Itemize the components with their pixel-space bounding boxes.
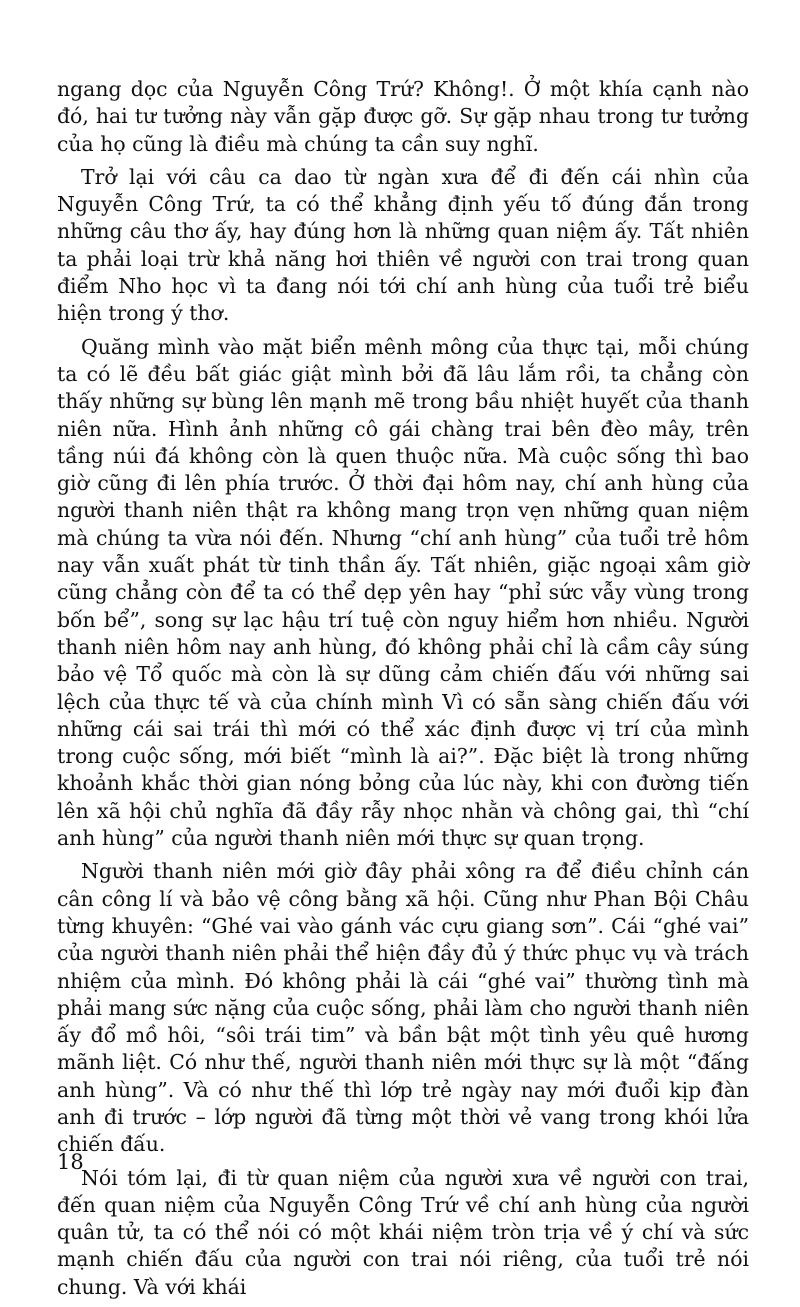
paragraph-continued: ngang dọc của Nguyễn Công Trứ? Không!. Ở một khía cạnh nào đó, hai tư tưởng này vẫn gặp được gỡ. Sự gặp nhau trong tư tưởng của họ cũng là điều mà chúng ta cần suy nghĩ.: [57, 77, 749, 156]
body-text: [57, 76, 749, 1307]
paragraph: Trở lại với câu ca dao từ ngàn xưa để đi đến cái nhìn của Nguyễn Công Trứ, ta có thể khẳng định yếu tố đúng đắn trong những câu thơ ấy, hay đúng hơn là những quan niệm ấy. Tất nhiên ta phải loại trừ khả năng hơi thiên về người con trai trong quan điểm Nho học vì ta đang nói tới chí anh hùng của tuổi trẻ biểu hiện trong ý thơ.: [57, 164, 749, 326]
paragraph: Người thanh niên mới giờ đây phải xông ra để điều chỉnh cán cân công lí và bảo vệ công bằng xã hội. Cũng như Phan Bội Châu từng khuyên: “Ghé vai vào gánh vác cựu giang sơn”. Cái “ghé vai” của người thanh niên phải thể hiện đầy đủ ý thức phục vụ và trách nhiệm của mình. Đó không phải là cái “ghé vai” thường tình mà phải mang sức nặng của cuộc sống, phải làm cho người thanh niên ấy đổ mồ hôi, “sôi trái tim” và bần bật một tình yêu quê hương mãnh liệt. Có như thế, người thanh niên mới thực sự là một “đấng anh hùng”. Và có như thế thì lớp trẻ ngày nay mới đuổi kịp đàn anh đi trước – lớp người đã từng một thời vẻ vang trong khói lửa chiến đấu.: [57, 859, 749, 1157]
paragraph: Quăng mình vào mặt biển mênh mông của thực tại, mỗi chúng ta có lẽ đều bất giác giật mình bởi đã lâu lắm rồi, ta chẳng còn thấy những sự bùng lên mạnh mẽ trong bầu nhiệt huyết của thanh niên nữa. Hình ảnh những cô gái chàng trai bên đèo mây, trên tầng núi đá không còn là quen thuộc nữa. Mà cuộc sống thì bao giờ cũng đi lên phía trước. Ở thời đại hôm nay, chí anh hùng của người thanh niên thật ra không mang trọn vẹn những quan niệm mà chúng ta vừa nói đến. Nhưng “chí anh hùng” của tuổi trẻ hôm nay vẫn xuất phát từ tinh thần ấy. Tất nhiên, giặc ngoại xâm giờ cũng chẳng còn để ta có thể dẹp yên hay “phỉ sức vẫy vùng trong bốn bể”, song sự lạc hậu trí tuệ còn nguy hiểm hơn nhiều. Người thanh niên hôm nay anh hùng, đó không phải chỉ là cầm cây súng bảo vệ Tổ quốc mà còn là sự dũng cảm chiến đấu với những sai lệch của thực tế và của chính mình Vì có sẵn sàng chiến đấu với những cái sai trái thì mới có thể xác định được vị trí của mình trong cuộc sống, mới biết “mình là ai?”. Đặc biệt là trong những khoảnh khắc thời gian nóng bỏng của lúc này, khi con đường tiến lên xã hội chủ nghĩa đã đầy rẫy nhọc nhằn và chông gai, thì “chí anh hùng” của người thanh niên mới thực sự quan trọng.: [57, 334, 749, 851]
paragraph: Nói tóm lại, đi từ quan niệm của người xưa về người con trai, đến quan niệm của Nguyễn Công Trứ về chí anh hùng của người quân tử, ta có thể nói có một khái niệm tròn trịa về ý chí và sức mạnh chiến đấu của người con trai nói riêng, của tuổi trẻ nói chung. Và với khái: [57, 1165, 749, 1299]
page-number: 18: [57, 1150, 84, 1174]
